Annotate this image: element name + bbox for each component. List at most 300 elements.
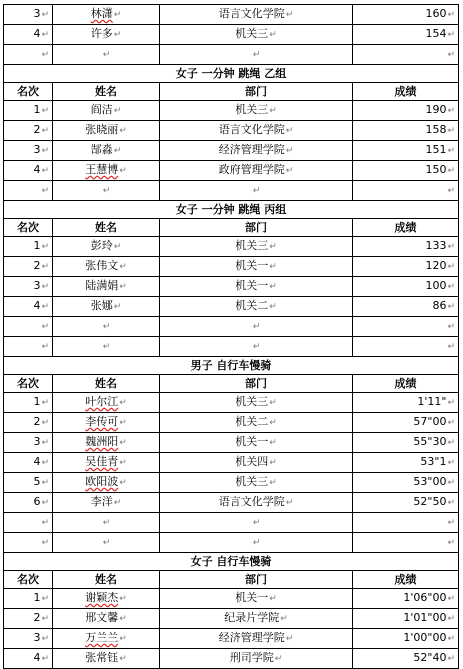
paragraph-mark: ↵ bbox=[447, 538, 455, 548]
score-cell bbox=[353, 257, 459, 277]
dept-cell bbox=[160, 493, 353, 513]
table-row bbox=[4, 45, 459, 65]
table-row bbox=[4, 533, 459, 553]
dept-cell-text: 机关四 bbox=[235, 455, 269, 468]
name-cell-text: 邢文馨 bbox=[85, 611, 119, 624]
name-cell bbox=[53, 433, 160, 453]
paragraph-mark: ↵ bbox=[269, 398, 277, 408]
paragraph-mark: ↵ bbox=[447, 634, 455, 644]
name-cell bbox=[53, 181, 160, 201]
name-cell-text: 王慧博 bbox=[85, 163, 119, 176]
table-row bbox=[4, 161, 459, 181]
header-rank-text: 名次 bbox=[17, 377, 39, 390]
dept-cell-text: 机关三 bbox=[235, 27, 269, 40]
dept-cell bbox=[160, 101, 353, 121]
paragraph-mark: ↵ bbox=[113, 498, 122, 508]
table-row bbox=[4, 141, 459, 161]
score-cell bbox=[353, 473, 459, 493]
rank-cell bbox=[4, 533, 53, 553]
score-cell-text: 120 bbox=[425, 259, 447, 272]
header-name bbox=[53, 375, 160, 393]
table-row bbox=[4, 473, 459, 493]
name-cell bbox=[53, 629, 160, 649]
rank-cell bbox=[4, 297, 53, 317]
name-cell bbox=[53, 45, 160, 65]
section-title: 女子 一分钟 跳绳 丙组 bbox=[4, 201, 459, 219]
table-row bbox=[4, 453, 459, 473]
name-cell-text: 万兰兰 bbox=[85, 631, 119, 644]
paragraph-mark: ↵ bbox=[41, 438, 49, 448]
paragraph-mark: ↵ bbox=[269, 594, 277, 604]
paragraph-mark: ↵ bbox=[285, 634, 294, 644]
rank-cell bbox=[4, 629, 53, 649]
paragraph-mark: ↵ bbox=[41, 398, 49, 408]
dept-cell-text: 机关三 bbox=[235, 239, 269, 252]
dept-cell bbox=[160, 473, 353, 493]
paragraph-mark: ↵ bbox=[269, 30, 277, 40]
name-cell bbox=[53, 141, 160, 161]
paragraph-mark: ↵ bbox=[113, 106, 122, 116]
dept-cell-text: 经济管理学院 bbox=[218, 631, 285, 644]
rank-cell-text: 4 bbox=[33, 163, 41, 176]
dept-cell-text: 机关二 bbox=[235, 299, 269, 312]
paragraph-mark: ↵ bbox=[252, 186, 261, 196]
rank-cell bbox=[4, 45, 53, 65]
table-row bbox=[4, 25, 459, 45]
name-cell bbox=[53, 533, 160, 553]
rank-cell-text: 4 bbox=[33, 651, 41, 664]
dept-cell-text: 机关一 bbox=[235, 591, 269, 604]
name-cell bbox=[53, 609, 160, 629]
paragraph-mark: ↵ bbox=[119, 594, 127, 604]
score-cell-text: 1'00"00 bbox=[403, 631, 447, 644]
paragraph-mark: ↵ bbox=[102, 186, 111, 196]
header-score-text: 成绩 bbox=[394, 221, 417, 234]
header-score bbox=[353, 571, 459, 589]
name-cell bbox=[53, 513, 160, 533]
name-cell-text: 郜淼 bbox=[90, 143, 113, 156]
paragraph-mark: ↵ bbox=[269, 438, 277, 448]
header-name bbox=[53, 571, 160, 589]
rank-cell-text: 4 bbox=[33, 455, 41, 468]
score-cell-text: 1'01"00 bbox=[403, 611, 447, 624]
score-cell-text: 100 bbox=[425, 279, 447, 292]
dept-cell-text: 机关三 bbox=[235, 103, 269, 116]
dept-cell bbox=[160, 121, 353, 141]
score-cell-text: 158 bbox=[425, 123, 447, 136]
paragraph-mark: ↵ bbox=[447, 594, 455, 604]
score-cell bbox=[353, 453, 459, 473]
name-cell bbox=[53, 393, 160, 413]
dept-cell bbox=[160, 513, 353, 533]
table-row bbox=[4, 337, 459, 357]
table-row bbox=[4, 413, 459, 433]
dept-cell bbox=[160, 413, 353, 433]
rank-cell bbox=[4, 513, 53, 533]
header-dept bbox=[160, 375, 353, 393]
score-cell bbox=[353, 161, 459, 181]
rank-cell-text: 1 bbox=[33, 103, 41, 116]
header-score bbox=[353, 83, 459, 101]
paragraph-mark: ↵ bbox=[41, 458, 49, 468]
paragraph-mark: ↵ bbox=[41, 106, 49, 116]
score-cell-text: 53"00 bbox=[413, 475, 447, 488]
rank-cell bbox=[4, 453, 53, 473]
paragraph-mark: ↵ bbox=[41, 10, 49, 20]
name-cell bbox=[53, 121, 160, 141]
name-cell-text: 彭玲 bbox=[90, 239, 113, 252]
rank-cell bbox=[4, 181, 53, 201]
paragraph-mark: ↵ bbox=[285, 166, 294, 176]
paragraph-mark: ↵ bbox=[252, 518, 261, 528]
paragraph-mark: ↵ bbox=[285, 10, 294, 20]
paragraph-mark: ↵ bbox=[269, 302, 277, 312]
paragraph-mark: ↵ bbox=[447, 50, 455, 60]
name-cell-text: 陆满娟 bbox=[85, 279, 119, 292]
section-title-row bbox=[4, 357, 459, 375]
name-cell bbox=[53, 237, 160, 257]
paragraph-mark: ↵ bbox=[447, 30, 455, 40]
rank-cell bbox=[4, 141, 53, 161]
score-cell bbox=[353, 317, 459, 337]
name-cell bbox=[53, 5, 160, 25]
paragraph-mark: ↵ bbox=[113, 302, 122, 312]
paragraph-mark: ↵ bbox=[119, 282, 127, 292]
table-row bbox=[4, 649, 459, 669]
header-dept-text: 部门 bbox=[245, 221, 267, 234]
dept-cell-text: 机关三 bbox=[235, 475, 269, 488]
name-cell-text: 魏洲阳 bbox=[85, 435, 119, 448]
paragraph-mark: ↵ bbox=[41, 242, 49, 252]
header-name-text: 姓名 bbox=[95, 85, 117, 98]
score-cell-text: 133 bbox=[425, 239, 447, 252]
paragraph-mark: ↵ bbox=[447, 418, 455, 428]
dept-cell-text: 刑司学院 bbox=[229, 651, 274, 664]
score-cell-text: 86 bbox=[432, 299, 447, 312]
paragraph-mark: ↵ bbox=[447, 614, 455, 624]
column-header-row bbox=[4, 375, 459, 393]
dept-cell bbox=[160, 317, 353, 337]
table-row bbox=[4, 589, 459, 609]
paragraph-mark: ↵ bbox=[41, 50, 49, 60]
header-dept bbox=[160, 83, 353, 101]
paragraph-mark: ↵ bbox=[447, 282, 455, 292]
name-cell-text: 叶尔江 bbox=[85, 395, 119, 408]
table-row bbox=[4, 121, 459, 141]
paragraph-mark: ↵ bbox=[252, 342, 261, 352]
table-row bbox=[4, 317, 459, 337]
dept-cell bbox=[160, 453, 353, 473]
section-title-row bbox=[4, 201, 459, 219]
name-cell bbox=[53, 277, 160, 297]
score-cell bbox=[353, 277, 459, 297]
table-row bbox=[4, 513, 459, 533]
paragraph-mark: ↵ bbox=[113, 242, 122, 252]
name-cell-text: 谢颖杰 bbox=[85, 591, 119, 604]
paragraph-mark: ↵ bbox=[447, 322, 455, 332]
paragraph-mark: ↵ bbox=[41, 146, 49, 156]
name-cell bbox=[53, 25, 160, 45]
rank-cell bbox=[4, 413, 53, 433]
paragraph-mark: ↵ bbox=[119, 614, 127, 624]
rank-cell bbox=[4, 5, 53, 25]
table-row bbox=[4, 277, 459, 297]
paragraph-mark: ↵ bbox=[447, 186, 455, 196]
paragraph-mark: ↵ bbox=[113, 10, 122, 20]
rank-cell-text: 2 bbox=[33, 415, 41, 428]
paragraph-mark: ↵ bbox=[447, 262, 455, 272]
column-header-row bbox=[4, 219, 459, 237]
dept-cell bbox=[160, 533, 353, 553]
name-cell bbox=[53, 649, 160, 669]
paragraph-mark: ↵ bbox=[41, 478, 49, 488]
score-cell bbox=[353, 629, 459, 649]
paragraph-mark: ↵ bbox=[274, 654, 283, 664]
results-table bbox=[3, 4, 459, 669]
name-cell bbox=[53, 257, 160, 277]
header-dept-text: 部门 bbox=[245, 85, 267, 98]
name-cell-text: 李洋 bbox=[90, 495, 113, 508]
name-cell bbox=[53, 297, 160, 317]
paragraph-mark: ↵ bbox=[269, 478, 277, 488]
header-rank bbox=[4, 219, 53, 237]
rank-cell bbox=[4, 473, 53, 493]
header-name bbox=[53, 83, 160, 101]
dept-cell bbox=[160, 181, 353, 201]
header-dept bbox=[160, 571, 353, 589]
dept-cell bbox=[160, 141, 353, 161]
score-cell bbox=[353, 237, 459, 257]
rank-cell-text: 3 bbox=[33, 143, 41, 156]
paragraph-mark: ↵ bbox=[119, 438, 127, 448]
rank-cell bbox=[4, 237, 53, 257]
table-row bbox=[4, 609, 459, 629]
rank-cell-text: 2 bbox=[33, 611, 41, 624]
paragraph-mark: ↵ bbox=[102, 518, 111, 528]
paragraph-mark: ↵ bbox=[447, 166, 455, 176]
score-cell-text: 53"1 bbox=[420, 455, 447, 468]
header-dept bbox=[160, 219, 353, 237]
table-row bbox=[4, 433, 459, 453]
paragraph-mark: ↵ bbox=[113, 146, 122, 156]
dept-cell bbox=[160, 25, 353, 45]
score-cell bbox=[353, 181, 459, 201]
header-rank-text: 名次 bbox=[17, 221, 39, 234]
column-header-row bbox=[4, 571, 459, 589]
name-cell bbox=[53, 337, 160, 357]
name-cell-text: 张常钰 bbox=[85, 651, 119, 664]
rank-cell bbox=[4, 393, 53, 413]
name-cell bbox=[53, 589, 160, 609]
section-title: 女子 自行车慢骑 bbox=[4, 553, 459, 571]
rank-cell-text: 4 bbox=[33, 27, 41, 40]
paragraph-mark: ↵ bbox=[41, 302, 49, 312]
name-cell bbox=[53, 453, 160, 473]
paragraph-mark: ↵ bbox=[113, 30, 122, 40]
paragraph-mark: ↵ bbox=[447, 106, 455, 116]
paragraph-mark: ↵ bbox=[41, 418, 49, 428]
paragraph-mark: ↵ bbox=[285, 146, 294, 156]
dept-cell bbox=[160, 337, 353, 357]
header-rank bbox=[4, 83, 53, 101]
header-rank bbox=[4, 375, 53, 393]
name-cell-text: 林潇 bbox=[90, 7, 113, 20]
paragraph-mark: ↵ bbox=[119, 458, 127, 468]
paragraph-mark: ↵ bbox=[41, 654, 49, 664]
score-cell bbox=[353, 649, 459, 669]
paragraph-mark: ↵ bbox=[269, 242, 277, 252]
section-title: 女子 一分钟 跳绳 乙组 bbox=[4, 65, 459, 83]
score-cell bbox=[353, 609, 459, 629]
header-score-text: 成绩 bbox=[394, 573, 417, 586]
score-cell bbox=[353, 393, 459, 413]
dept-cell bbox=[160, 237, 353, 257]
rank-cell bbox=[4, 649, 53, 669]
score-cell bbox=[353, 433, 459, 453]
dept-cell bbox=[160, 649, 353, 669]
dept-cell bbox=[160, 45, 353, 65]
paragraph-mark: ↵ bbox=[102, 50, 111, 60]
paragraph-mark: ↵ bbox=[102, 538, 111, 548]
name-cell-text: 吴佳青 bbox=[85, 455, 119, 468]
table-row bbox=[4, 181, 459, 201]
dept-cell-text: 语言文化学院 bbox=[218, 123, 285, 136]
rank-cell-text: 4 bbox=[33, 299, 41, 312]
table-row bbox=[4, 101, 459, 121]
header-rank bbox=[4, 571, 53, 589]
score-cell bbox=[353, 141, 459, 161]
score-cell bbox=[353, 589, 459, 609]
dept-cell bbox=[160, 161, 353, 181]
header-score bbox=[353, 375, 459, 393]
table-row bbox=[4, 237, 459, 257]
score-cell bbox=[353, 533, 459, 553]
paragraph-mark: ↵ bbox=[269, 418, 277, 428]
paragraph-mark: ↵ bbox=[119, 418, 127, 428]
document-page bbox=[3, 4, 458, 669]
paragraph-mark: ↵ bbox=[280, 614, 288, 624]
paragraph-mark: ↵ bbox=[41, 262, 49, 272]
dept-cell bbox=[160, 393, 353, 413]
score-cell bbox=[353, 513, 459, 533]
paragraph-mark: ↵ bbox=[447, 10, 455, 20]
paragraph-mark: ↵ bbox=[41, 282, 49, 292]
paragraph-mark: ↵ bbox=[41, 594, 49, 604]
paragraph-mark: ↵ bbox=[41, 186, 49, 196]
dept-cell-text: 经济管理学院 bbox=[218, 143, 285, 156]
paragraph-mark: ↵ bbox=[41, 538, 49, 548]
dept-cell bbox=[160, 277, 353, 297]
dept-cell bbox=[160, 589, 353, 609]
paragraph-mark: ↵ bbox=[41, 614, 49, 624]
dept-cell-text: 机关一 bbox=[235, 279, 269, 292]
section-title: 男子 自行车慢骑 bbox=[4, 357, 459, 375]
rank-cell bbox=[4, 25, 53, 45]
rank-cell-text: 1 bbox=[33, 591, 41, 604]
name-cell-text: 李传可 bbox=[85, 415, 119, 428]
dept-cell-text: 语言文化学院 bbox=[218, 7, 285, 20]
rank-cell bbox=[4, 317, 53, 337]
paragraph-mark: ↵ bbox=[252, 322, 261, 332]
score-cell bbox=[353, 121, 459, 141]
name-cell bbox=[53, 473, 160, 493]
score-cell-text: 150 bbox=[425, 163, 447, 176]
table-row bbox=[4, 393, 459, 413]
rank-cell bbox=[4, 609, 53, 629]
paragraph-mark: ↵ bbox=[102, 322, 111, 332]
paragraph-mark: ↵ bbox=[447, 126, 455, 136]
dept-cell-text: 语言文化学院 bbox=[218, 495, 285, 508]
rank-cell-text: 5 bbox=[33, 475, 41, 488]
rank-cell bbox=[4, 121, 53, 141]
rank-cell bbox=[4, 433, 53, 453]
table-row bbox=[4, 5, 459, 25]
paragraph-mark: ↵ bbox=[285, 126, 294, 136]
header-name-text: 姓名 bbox=[95, 221, 117, 234]
dept-cell-text: 机关三 bbox=[235, 395, 269, 408]
dept-cell bbox=[160, 257, 353, 277]
rank-cell-text: 3 bbox=[33, 7, 41, 20]
paragraph-mark: ↵ bbox=[41, 498, 49, 508]
paragraph-mark: ↵ bbox=[41, 30, 49, 40]
dept-cell-text: 机关一 bbox=[235, 259, 269, 272]
name-cell-text: 张伟文 bbox=[85, 259, 119, 272]
rank-cell-text: 2 bbox=[33, 259, 41, 272]
name-cell-text: 张娜 bbox=[90, 299, 113, 312]
paragraph-mark: ↵ bbox=[252, 50, 261, 60]
paragraph-mark: ↵ bbox=[119, 166, 127, 176]
paragraph-mark: ↵ bbox=[447, 146, 455, 156]
name-cell-text: 张晓丽 bbox=[85, 123, 119, 136]
paragraph-mark: ↵ bbox=[447, 398, 455, 408]
paragraph-mark: ↵ bbox=[41, 518, 49, 528]
dept-cell-text: 政府管理学院 bbox=[218, 163, 285, 176]
paragraph-mark: ↵ bbox=[41, 126, 49, 136]
paragraph-mark: ↵ bbox=[41, 634, 49, 644]
score-cell-text: 151 bbox=[425, 143, 447, 156]
score-cell bbox=[353, 493, 459, 513]
dept-cell-text: 纪录片学院 bbox=[224, 611, 280, 624]
section-title-row bbox=[4, 65, 459, 83]
name-cell bbox=[53, 317, 160, 337]
paragraph-mark: ↵ bbox=[447, 302, 455, 312]
name-cell-text: 阎洁 bbox=[90, 103, 113, 116]
paragraph-mark: ↵ bbox=[447, 242, 455, 252]
score-cell-text: 52"40 bbox=[413, 651, 447, 664]
paragraph-mark: ↵ bbox=[447, 654, 455, 664]
score-cell bbox=[353, 101, 459, 121]
rank-cell-text: 6 bbox=[33, 495, 41, 508]
header-name bbox=[53, 219, 160, 237]
dept-cell bbox=[160, 609, 353, 629]
rank-cell-text: 1 bbox=[33, 239, 41, 252]
section-title-row bbox=[4, 553, 459, 571]
paragraph-mark: ↵ bbox=[41, 322, 49, 332]
paragraph-mark: ↵ bbox=[447, 438, 455, 448]
paragraph-mark: ↵ bbox=[447, 518, 455, 528]
rank-cell bbox=[4, 277, 53, 297]
paragraph-mark: ↵ bbox=[41, 342, 49, 352]
paragraph-mark: ↵ bbox=[447, 342, 455, 352]
score-cell-text: 160 bbox=[425, 7, 447, 20]
paragraph-mark: ↵ bbox=[447, 458, 455, 468]
header-rank-text: 名次 bbox=[17, 85, 39, 98]
table-row bbox=[4, 297, 459, 317]
score-cell bbox=[353, 5, 459, 25]
name-cell bbox=[53, 101, 160, 121]
header-score-text: 成绩 bbox=[394, 377, 417, 390]
rank-cell bbox=[4, 161, 53, 181]
